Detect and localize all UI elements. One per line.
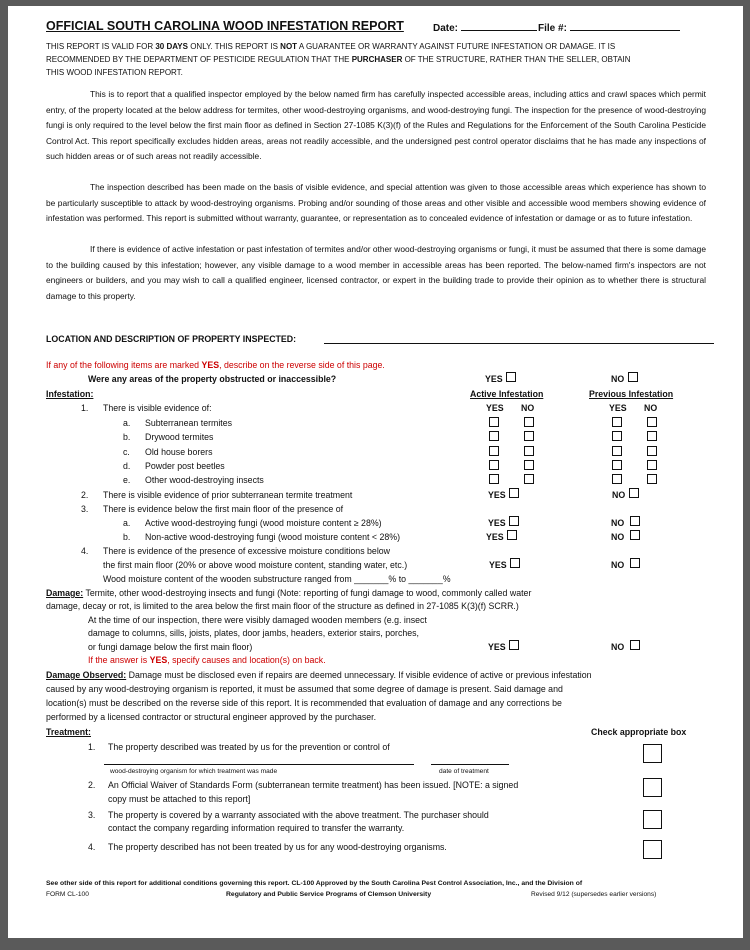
previous-no-checkbox-a[interactable]	[647, 417, 657, 427]
item-1-text: There is visible evidence of:	[103, 403, 212, 413]
treatment-date-input[interactable]	[431, 764, 509, 765]
item-2-no-label: NO	[612, 490, 626, 500]
active-no-checkbox-a[interactable]	[524, 417, 534, 427]
organism-input[interactable]	[104, 764, 414, 765]
previous-no-checkbox-b[interactable]	[647, 431, 657, 441]
damage-line-2: damage, decay or rot, is limited to the area below the first main floor of the structure as defined in 27-1085 K(3)(f) SCRR.)	[46, 601, 519, 611]
file-number-input[interactable]	[570, 22, 680, 31]
damage-line-5: or fungi damage below the first main floor)	[88, 642, 253, 652]
date-field	[433, 22, 537, 34]
previous-yes-checkbox-a[interactable]	[612, 417, 622, 427]
subitem-letter-b: b.	[123, 432, 131, 442]
damage-line-1: Damage: Termite, other wood-destroying insects and fungi (Note: reporting of fungi damage to wood, commonly called water	[46, 588, 532, 598]
subitem-powder-post-beetles: Powder post beetles	[145, 461, 225, 471]
item-3a-letter: a.	[123, 518, 131, 528]
treatment-4-text: The property described has not been treated by us for any wood-destroying organisms.	[108, 842, 447, 852]
damage-observed-line-1: Damage Observed: Damage must be disclosed even if repairs are deemed unnecessary. If visible evidence of active or previous infestation	[46, 670, 592, 680]
damage-yes-checkbox[interactable]	[509, 640, 519, 650]
report-title: OFFICIAL SOUTH CAROLINA WOOD INFESTATION REPORT	[46, 19, 404, 33]
obstructed-no-label: NO	[611, 374, 625, 384]
treatment-2-checkbox[interactable]	[643, 778, 662, 797]
item-4-yes-label: YES	[489, 560, 507, 570]
item-3a-no-label: NO	[611, 518, 625, 528]
treatment-heading: Treatment:	[46, 727, 91, 737]
subitem-other-insects: Other wood-destroying insects	[145, 475, 264, 485]
paragraph-inspection-scope: This is to report that a qualified inspector employed by the below named firm has carefully inspected accessible areas, including attics and crawl spaces which permit entry, of the property located at the below address for termites, other wood-destroying organisms, and wood-destroying fungi. The inspection for the presence of wood-destroying fungi is only required to the level below the first main floor as defined in Section 27-1085 K(3)(f) of the Rules and Regulations for the Enforcement of the South Carolina Pesticide Control Act. This report specifically excludes hidden areas, areas not readily accessible, and the undersigned pest control operator disclaims that he has made any inspections of such hidden areas or of such areas not readily accessible.	[46, 89, 706, 161]
subitem-letter-a: a.	[123, 418, 131, 428]
previous-no-checkbox-e[interactable]	[647, 474, 657, 484]
item-2-number: 2.	[81, 490, 89, 500]
location-input[interactable]	[324, 343, 714, 344]
active-no-checkbox-d[interactable]	[524, 460, 534, 470]
footer-line-1: See other side of this report for additional conditions governing this report. CL-100 Approved by the South Carolina Pest Control Association, Inc., and the Division of	[46, 880, 583, 887]
disclaimer-line-2: RECOMMENDED BY THE DEPARTMENT OF PESTICIDE REGULATION THAT THE PURCHASER OF THE STRUCTURE, RATHER THAN THE SELLER, OBTAIN	[46, 55, 631, 64]
subitem-letter-c: c.	[123, 447, 130, 457]
damage-no-checkbox[interactable]	[630, 640, 640, 650]
active-infestation-heading: Active Infestation	[470, 389, 544, 399]
item-3b-text: Non-active wood-destroying fungi (wood moisture content < 28%)	[145, 532, 400, 542]
subitem-letter-e: e.	[123, 475, 131, 485]
item-3a-text: Active wood-destroying fungi (wood moisture content ≥ 28%)	[145, 518, 382, 528]
damage-observed-line-3: location(s) must be described on the reverse side of this report. It is recommended that evaluation of damage and any corrections be	[46, 698, 562, 708]
previous-yes-checkbox-e[interactable]	[612, 474, 622, 484]
treatment-3-number: 3.	[88, 810, 96, 820]
item-4-number: 4.	[81, 546, 89, 556]
damage-no-label: NO	[611, 642, 625, 652]
check-appropriate-label: Check appropriate box	[591, 727, 687, 737]
paragraph-infestation-damage: If there is evidence of active infestation or past infestation of termites and/or other wood-destroying organisms or fungi, it must be assumed that there is some damage to the building caused by this infestation; however, any visible damage to a wood member in accessible areas has been reported. The below-named firm's inspectors are not engineers or builders, and you may wish to call a qualified engineer, licensed contractor, or expert in the building trade to provide their opinion as to whether there is structural damage to this property.	[46, 244, 706, 301]
date-input[interactable]	[461, 22, 537, 31]
active-yes-checkbox-d[interactable]	[489, 460, 499, 470]
footer-line-2: Regulatory and Public Service Programs of Clemson University	[226, 891, 432, 898]
treatment-3-text: The property is covered by a warranty associated with the above treatment. The purchaser should	[108, 810, 489, 820]
obstructed-yes-checkbox[interactable]	[506, 372, 516, 382]
treatment-4-checkbox[interactable]	[643, 840, 662, 859]
damage-yes-label: YES	[488, 642, 506, 652]
item-2-text: There is visible evidence of prior subterranean termite treatment	[103, 490, 353, 500]
previous-yes-checkbox-d[interactable]	[612, 460, 622, 470]
item-3a-no-checkbox[interactable]	[630, 516, 640, 526]
report-page	[8, 6, 743, 938]
obstructed-no-checkbox[interactable]	[628, 372, 638, 382]
damage-observed-line-4: performed by a licensed contractor or structural engineer approved by the purchaser.	[46, 712, 377, 722]
subitem-old-house-borers: Old house borers	[145, 447, 213, 457]
obstructed-question: Were any areas of the property obstructed or inaccessible?	[88, 374, 337, 384]
previous-yes-checkbox-c[interactable]	[612, 446, 622, 456]
treatment-3-checkbox[interactable]	[643, 810, 662, 829]
item-4-no-label: NO	[611, 560, 625, 570]
item-4-yes-checkbox[interactable]	[510, 558, 520, 568]
location-label: LOCATION AND DESCRIPTION OF PROPERTY INSPECTED:	[46, 334, 297, 344]
item-3b-yes-label: YES	[486, 532, 504, 542]
damage-line-4: damage to columns, sills, joists, plates, door jambs, headers, exterior stairs, porches,	[88, 628, 420, 638]
item-3a-yes-checkbox[interactable]	[509, 516, 519, 526]
item-2-yes-label: YES	[488, 490, 506, 500]
date-label: Date:	[433, 23, 459, 34]
treatment-2-text: An Official Waiver of Standards Form (subterranean termite treatment) has been issued. [NOTE: a signed	[108, 780, 519, 790]
previous-no-checkbox-d[interactable]	[647, 460, 657, 470]
file-label: File #:	[538, 23, 567, 34]
paragraph-visible-evidence: The inspection described has been made on the basis of visible evidence, and special attention was given to those accessible areas which experience has shown to be particularly susceptible to attack by wood-destroying organisms. Probing and/or sounding of those areas and other visible and accessible wood members showing evidence of infestation was performed. This report is submitted without warranty, guarantee, or representation as to concealed evidence of infestation or damage or as to future infestation.	[46, 182, 706, 223]
treatment-1-checkbox[interactable]	[643, 744, 662, 763]
active-yes-checkbox-c[interactable]	[489, 446, 499, 456]
item-1-number: 1.	[81, 403, 89, 413]
active-no-checkbox-b[interactable]	[524, 431, 534, 441]
active-yes-checkbox-b[interactable]	[489, 431, 499, 441]
infestation-heading: Infestation:	[46, 389, 94, 399]
item-3b-no-label: NO	[611, 532, 625, 542]
footer-revised: Revised 9/12 (supersedes earlier versions)	[531, 891, 657, 898]
treatment-3-text-continued: contact the company regarding information required to transfer the warranty.	[108, 823, 405, 833]
active-yes-checkbox-a[interactable]	[489, 417, 499, 427]
subitem-letter-d: d.	[123, 461, 131, 471]
footer-form-number: FORM CL-100	[46, 891, 89, 898]
active-yes-checkbox-e[interactable]	[489, 474, 499, 484]
active-no-checkbox-e[interactable]	[524, 474, 534, 484]
organism-caption: wood-destroying organism for which treatment was made	[110, 768, 278, 775]
previous-yes-col: YES	[609, 403, 627, 413]
file-field	[538, 22, 680, 34]
active-no-col: NO	[521, 403, 535, 413]
active-no-checkbox-c[interactable]	[524, 446, 534, 456]
instruction-text: If any of the following items are marked YES, describe on the reverse side of this page.	[46, 360, 385, 370]
item-4-no-checkbox[interactable]	[630, 558, 640, 568]
previous-infestation-heading: Previous Infestation	[589, 389, 674, 399]
item-3b-no-checkbox[interactable]	[630, 530, 640, 540]
item-3-number: 3.	[81, 504, 89, 514]
item-4-text: There is evidence of the presence of excessive moisture conditions below	[103, 546, 391, 556]
date-caption: date of treatment	[439, 768, 489, 775]
item-2-yes-checkbox[interactable]	[509, 488, 519, 498]
disclaimer-line-1: THIS REPORT IS VALID FOR 30 DAYS ONLY. THIS REPORT IS NOT A GUARANTEE OR WARRANTY AGAINST FUTURE INFESTATION OR DAMAGE. IT IS	[46, 42, 616, 51]
item-3a-yes-label: YES	[488, 518, 506, 528]
previous-no-checkbox-c[interactable]	[647, 446, 657, 456]
damage-observed-line-2: caused by any wood-destroying organism is reported, it must be assumed that some degree of damage is present. Said damage and	[46, 684, 563, 694]
item-3b-letter: b.	[123, 532, 131, 542]
item-4-text-continued: the first main floor (20% or above wood moisture content, standing water, etc.)	[103, 560, 408, 570]
disclaimer-line-3: THIS WOOD INFESTATION REPORT.	[46, 68, 183, 77]
item-2-no-checkbox[interactable]	[629, 488, 639, 498]
subitem-drywood-termites: Drywood termites	[145, 432, 214, 442]
obstructed-yes-label: YES	[485, 374, 503, 384]
previous-yes-checkbox-b[interactable]	[612, 431, 622, 441]
previous-no-col: NO	[644, 403, 658, 413]
moisture-range-field[interactable]: Wood moisture content of the wooden substructure ranged from _______% to _______%	[103, 574, 451, 584]
treatment-2-number: 2.	[88, 780, 96, 790]
treatment-1-number: 1.	[88, 742, 96, 752]
item-3b-yes-checkbox[interactable]	[507, 530, 517, 540]
treatment-4-number: 4.	[88, 842, 96, 852]
item-3-text: There is evidence below the first main floor of the presence of	[103, 504, 344, 514]
treatment-2-text-continued: copy must be attached to this report]	[108, 794, 251, 804]
active-yes-col: YES	[486, 403, 504, 413]
treatment-1-text: The property described was treated by us for the prevention or control of	[108, 742, 390, 752]
damage-line-3: At the time of our inspection, there were visibly damaged wooden members (e.g. insect	[88, 615, 427, 625]
damage-if-yes-note: If the answer is YES, specify causes and location(s) on back.	[88, 655, 326, 665]
subitem-subterranean-termites: Subterranean termites	[145, 418, 233, 428]
